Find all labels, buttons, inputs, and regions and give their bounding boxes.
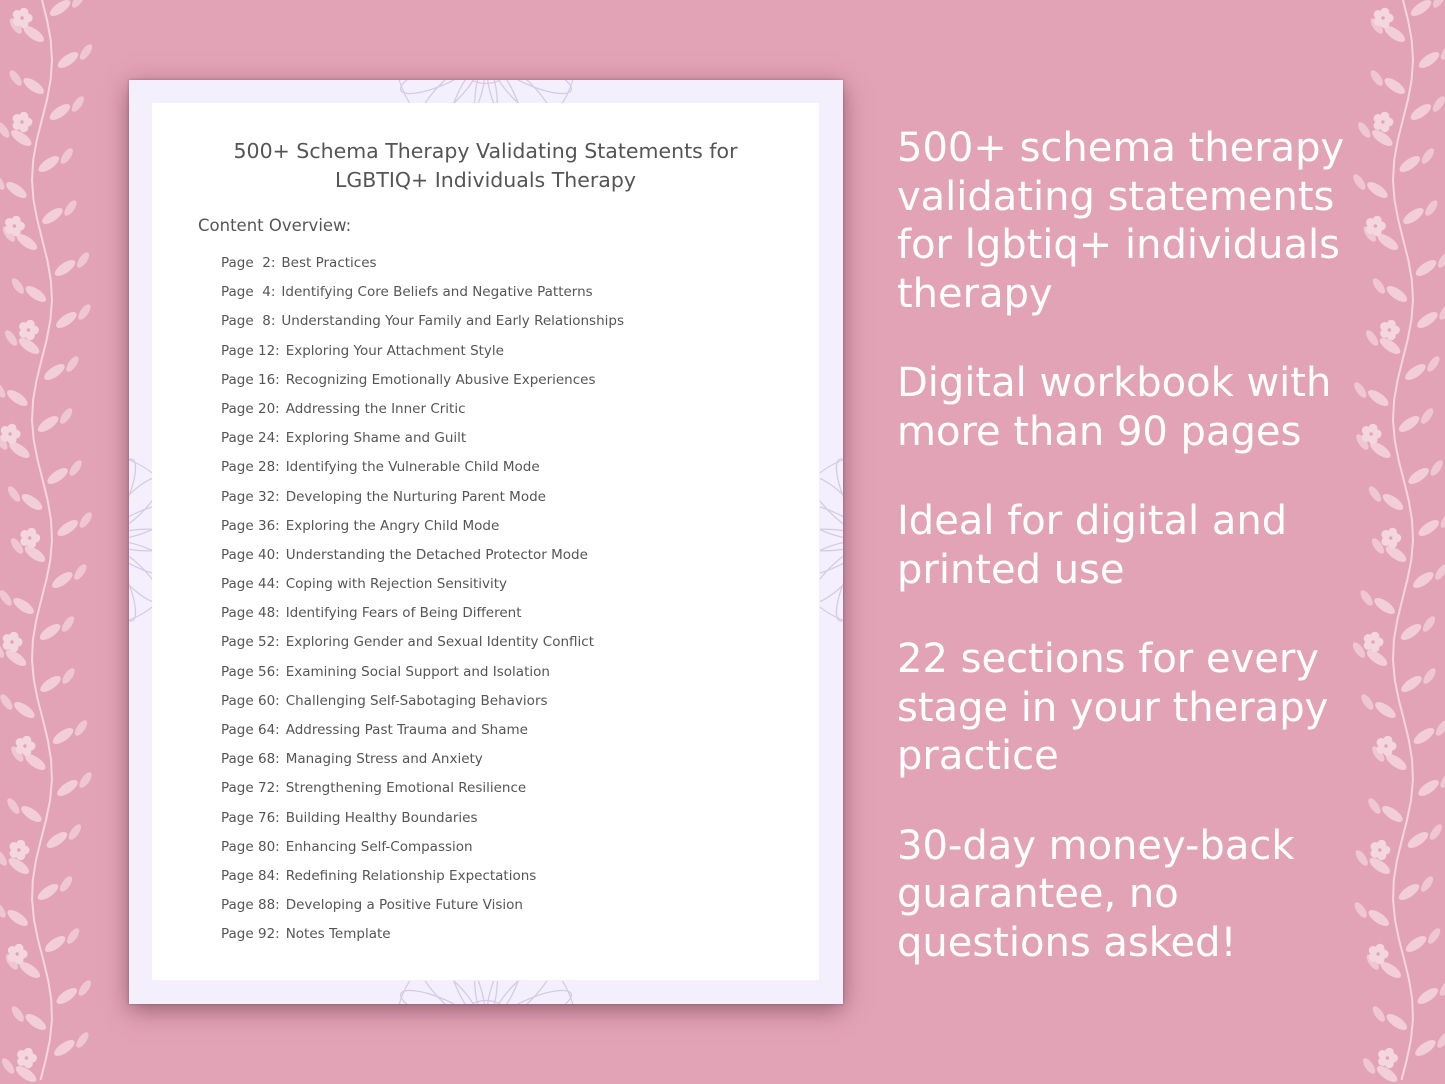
toc-section-title: Redefining Relationship Expectations (285, 867, 537, 884)
toc-page-number: Page 80: (221, 838, 280, 855)
toc-section-title: Developing the Nurturing Parent Mode (285, 488, 546, 505)
toc-item (221, 453, 624, 482)
floral-vine-right-icon (1345, 0, 1445, 1084)
toc-page-number: Page 92: (221, 926, 280, 943)
floral-vine-left-icon (0, 0, 100, 1084)
feature-statement: 22 sections for every stage in your therapy practice (897, 636, 1329, 779)
toc-section-title: Understanding Your Family and Early Relationships (281, 313, 624, 330)
toc-item (221, 745, 624, 774)
toc-section-title: Notes Template (285, 926, 391, 943)
toc-page-number: Page 64: (221, 722, 280, 738)
toc-item (221, 337, 624, 366)
toc-section-title: Addressing the Inner Critic (285, 400, 466, 417)
toc-section-title: Managing Stress and Anxiety (285, 751, 483, 768)
toc-page-number: Page 8: (221, 313, 276, 330)
toc-section-title: Exploring Your Attachment Style (285, 342, 504, 359)
toc-section-title: Developing a Positive Future Vision (285, 897, 523, 914)
feature-statement: Digital workbook with more than 90 pages (897, 360, 1332, 455)
toc-item (221, 658, 624, 687)
toc-item (221, 687, 624, 716)
page-content (152, 103, 819, 980)
toc-page-number: Page 48: (221, 605, 280, 622)
toc-page-number: Page 32: (221, 488, 280, 505)
toc-section-title: Best Practices (281, 255, 377, 271)
toc-section-title: Understanding the Detached Protector Mode (285, 546, 588, 563)
toc-page-number: Page 76: (221, 809, 280, 826)
toc-section-title: Challenging Self-Sabotaging Behaviors (285, 692, 548, 709)
toc-page-number: Page 60: (221, 692, 280, 709)
toc-item (221, 774, 624, 803)
toc-item (221, 278, 624, 307)
feature-statement: 500+ schema therapy validating statements for lgbtiq+ individuals therapy (897, 125, 1345, 317)
toc-section-title: Building Healthy Boundaries (285, 809, 478, 826)
workbook-page-preview (129, 80, 843, 1004)
mandala-top-icon (379, 80, 593, 103)
feature-statement: 30-day money-back guarantee, no questions asked! (897, 822, 1295, 966)
content-overview-label: Content Overview: (198, 216, 352, 235)
toc-page-number: Page 68: (221, 751, 280, 768)
toc-section-title: Enhancing Self-Compassion (285, 838, 473, 855)
toc-page-number: Page 72: (221, 780, 280, 797)
toc-item (221, 512, 624, 541)
document-title-line-2: LGBTIQ+ Individuals Therapy (334, 168, 637, 192)
toc-page-number: Page 36: (221, 517, 280, 534)
toc-section-title: Identifying Fears of Being Different (285, 605, 522, 622)
toc-item (221, 541, 624, 570)
toc-section-title: Addressing Past Trauma and Shame (285, 722, 528, 738)
mandala-left-icon (129, 450, 152, 630)
toc-section-title: Exploring Gender and Sexual Identity Conflict (285, 634, 594, 651)
toc-section-title: Exploring the Angry Child Mode (285, 517, 500, 534)
mandala-bottom-icon (379, 981, 593, 1004)
mandala-right-icon (820, 450, 843, 630)
toc-item (221, 395, 624, 424)
toc-page-number: Page 84: (221, 867, 280, 884)
toc-item (221, 804, 624, 833)
toc-item (221, 249, 624, 278)
toc-page-number: Page 56: (221, 663, 280, 680)
feature-list (897, 124, 1357, 1008)
toc-item (221, 891, 624, 920)
toc-page-number: Page 88: (221, 897, 280, 914)
toc-page-number: Page 24: (221, 430, 280, 447)
toc-page-number: Page 2: (221, 255, 276, 271)
toc-item (221, 599, 624, 628)
toc-item (221, 628, 624, 657)
toc-section-title: Identifying Core Beliefs and Negative Patterns (281, 284, 593, 301)
toc-item (221, 570, 624, 599)
toc-section-title: Examining Social Support and Isolation (285, 663, 550, 680)
toc-page-number: Page 40: (221, 546, 280, 563)
toc-item (221, 716, 624, 745)
toc-item (221, 366, 624, 395)
document-title-line-1: 500+ Schema Therapy Validating Statements for (233, 139, 738, 163)
toc-section-title: Coping with Rejection Sensitivity (285, 576, 508, 593)
toc-page-number: Page 4: (221, 284, 276, 301)
toc-section-title: Recognizing Emotionally Abusive Experiences (285, 371, 596, 388)
feature-statement: Ideal for digital and printed use (897, 498, 1288, 593)
toc-page-number: Page 52: (221, 634, 280, 651)
toc-item (221, 483, 624, 512)
toc-section-title: Identifying the Vulnerable Child Mode (285, 459, 540, 476)
toc-section-title: Strengthening Emotional Resilience (285, 780, 527, 797)
toc-item (221, 833, 624, 862)
table-of-contents (221, 249, 624, 950)
toc-section-title: Exploring Shame and Guilt (285, 430, 467, 447)
toc-item (221, 920, 624, 949)
toc-item (221, 307, 624, 336)
toc-page-number: Page 12: (221, 342, 280, 359)
toc-item (221, 424, 624, 453)
toc-item (221, 862, 624, 891)
toc-page-number: Page 16: (221, 371, 280, 388)
document-title (152, 137, 819, 195)
toc-page-number: Page 44: (221, 576, 280, 593)
toc-page-number: Page 20: (221, 400, 280, 417)
toc-page-number: Page 28: (221, 459, 280, 476)
